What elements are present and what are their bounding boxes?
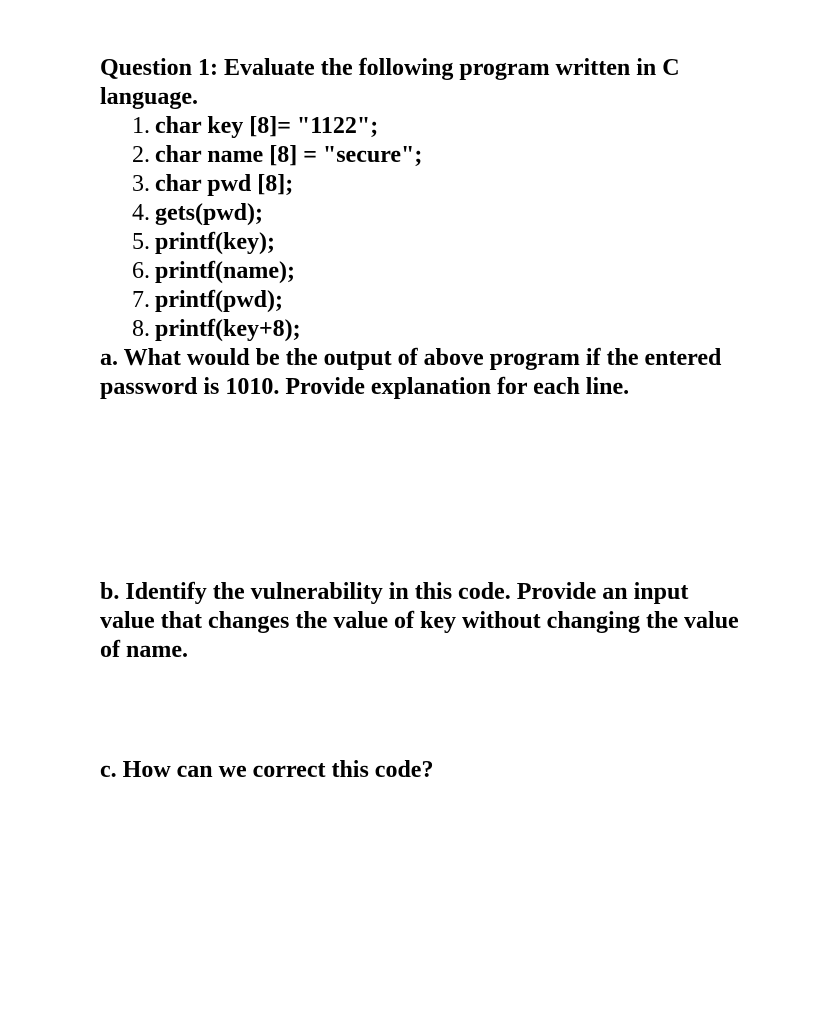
code-line xyxy=(100,257,422,286)
code-text: char pwd [8]; xyxy=(155,171,294,197)
code-line xyxy=(100,199,422,228)
code-line xyxy=(100,315,422,344)
code-listing xyxy=(100,112,422,344)
line-number: 7. xyxy=(132,287,150,313)
line-number: 2. xyxy=(132,142,150,168)
code-line xyxy=(100,112,422,141)
line-number: 8. xyxy=(132,316,150,342)
code-text: printf(key+8); xyxy=(155,316,301,342)
line-number: 1. xyxy=(132,113,150,139)
code-text: printf(name); xyxy=(155,258,295,284)
code-text: char name [8] = "secure"; xyxy=(155,142,423,168)
question-part-c: c. How can we correct this code? xyxy=(100,757,434,783)
code-line xyxy=(100,228,422,257)
question-part-b: b. Identify the vulnerability in this code. Provide an input value that changes the value of key without changing the value of name. xyxy=(100,579,739,663)
line-number: 6. xyxy=(132,258,150,284)
code-text: gets(pwd); xyxy=(155,200,263,226)
line-number: 5. xyxy=(132,229,150,255)
code-line xyxy=(100,141,422,170)
line-number: 3. xyxy=(132,171,150,197)
code-line xyxy=(100,286,422,315)
question-part-a: a. What would be the output of above program if the entered password is 1010. Provide explanation for each line. xyxy=(100,345,722,400)
line-number: 4. xyxy=(132,200,150,226)
code-line xyxy=(100,170,422,199)
question-heading: Question 1: Evaluate the following program written in C language. xyxy=(100,55,680,110)
code-text: printf(key); xyxy=(155,229,275,255)
code-text: printf(pwd); xyxy=(155,287,284,313)
code-text: char key [8]= "1122"; xyxy=(155,113,379,139)
